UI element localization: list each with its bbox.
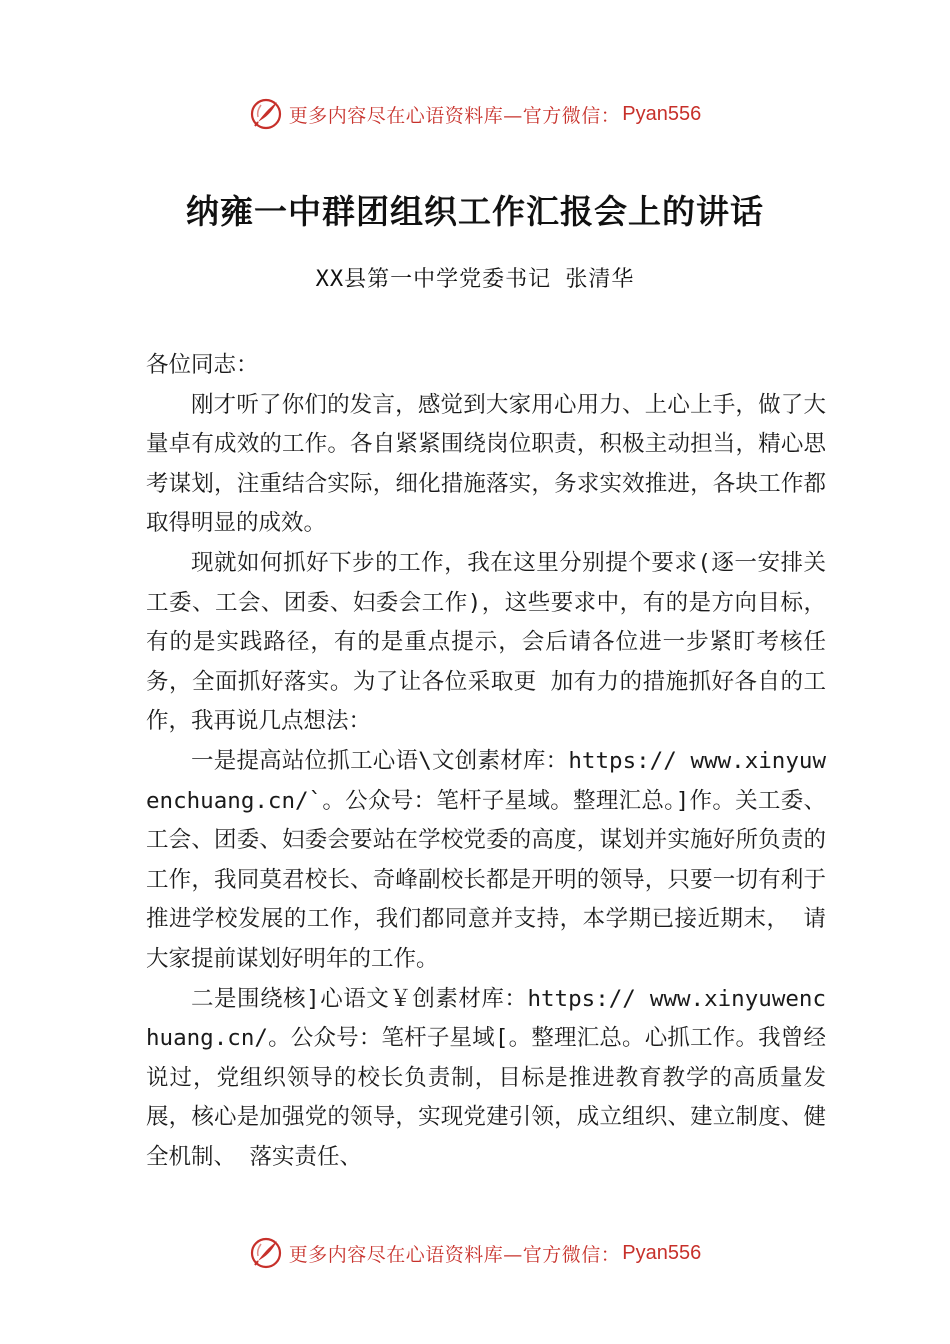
paragraph: 二是围绕核]心语文￥创素材库：https:// www.xinyuwenchuang.cn/。公众号：笔杆子星域[。整理汇总。心抓工作。我曾经说过，党组织领导的校长负责制，目标是推进教育教学的高质量发展，核心是加强党的领导，实现党建引领，成立组织、建立制度、健全机制、 落实责任、 [146, 985, 826, 1170]
banner-text: 更多内容尽在心语资料库—官方微信： [288, 104, 621, 127]
paragraph: 刚才听了你们的发言，感觉到大家用心用力、上心上手，做了大量卓有成效的工作。各自紧紧围绕岗位职责，积极主动担当，精心思考谋划，注重结合实际，细化措施落实，务求实效推进，各块工作都取得明显的成效。 [146, 391, 826, 537]
footer-banner [0, 1233, 950, 1273]
banner-text: 更多内容尽在心语资料库—官方微信： [288, 1243, 621, 1266]
document-body [146, 346, 826, 1177]
salutation: 各位同志： [146, 352, 259, 378]
banner-wechat-id: Pyan556 [622, 1241, 702, 1264]
banner-wechat-id: Pyan556 [622, 102, 702, 125]
quill-pen-logo-icon [249, 97, 283, 131]
document-author: XX县第一中学党委书记 张清华 [315, 267, 635, 292]
paragraph: 现就如何抓好下步的工作，我在这里分别提个要求(逐一安排关工委、工会、团委、妇委会工作)，这些要求中，有的是方向目标，有的是实践路径，有的是重点提示，会后请各位进一步紧盯考核任务，全面抓好落实。为了让各位采取更 加有力的措施抓好各自的工作，我再说几点想法： [146, 549, 826, 735]
paragraph: 一是提高站位抓工心语\文创素材库：https:// www.xinyuwenchuang.cn/`。公众号：笔杆子星域。整理汇总。]作。关工委、工会、团委、妇委会要站在学校党委的高度，谋划并实施好所负责的工作，我同莫君校长、奇峰副校长都是开明的领导，只要一切有利于推进学校发展的工作，我们都同意并支持，本学期已接近期末， 请大家提前谋划好明年的工作。 [146, 747, 826, 972]
header-banner [0, 94, 950, 134]
document-title: 纳雍一中群团组织工作汇报会上的讲话 [186, 192, 764, 231]
quill-pen-logo-icon [249, 1236, 283, 1270]
